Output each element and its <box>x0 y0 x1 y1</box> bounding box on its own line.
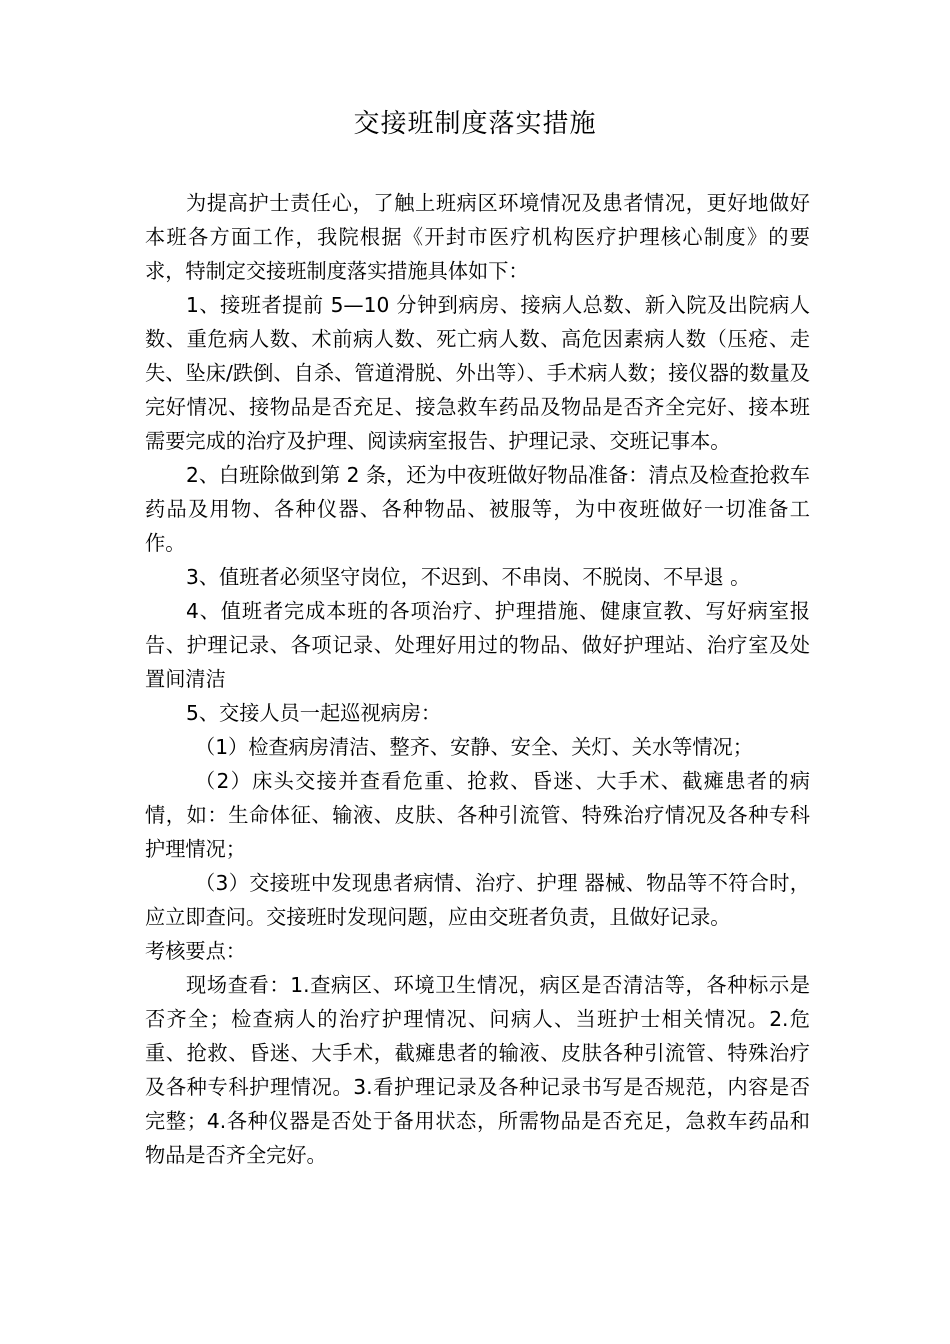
document-title: 交接班制度落实措施 <box>353 109 597 139</box>
document-body <box>145 186 810 1172</box>
sub-item-2-paragraph: （2）床头交接并查看危重、抢救、昏迷、大手术、截瘫患者的病情，如：生命体征、输液、皮肤、各种引流管、特殊治疗情况及各种专科护理情况； <box>145 769 810 861</box>
assessment-paragraph: 现场查看：1.查病区、环境卫生情况，病区是否清洁等，各种标示是否齐全；检查病人的治疗护理情况、问病人、当班护士相关情况。2.危重、抢救、昏迷、大手术，截瘫患者的输液、皮肤各种引流管、特殊治疗及各种专科护理情况。3.看护理记录及各种记录书写是否规范，内容是否完整；4.各种仪器是否处于备用状态，所需物品是否充足，急救车药品和物品是否齐全完好。 <box>145 973 810 1167</box>
item-4-paragraph: 4、值班者完成本班的各项治疗、护理措施、健康宣教、写好病室报告、护理记录、各项记录、处理好用过的物品、做好护理站、治疗室及处置间清洁 <box>145 599 810 691</box>
item-3-paragraph: 3、值班者必须坚守岗位，不迟到、不串岗、不脱岗、不早退 。 <box>186 565 751 589</box>
item-2-paragraph: 2、白班除做到第 2 条，还为中夜班做好物品准备：清点及检查抢救车药品及用物、各种仪器、各种物品、被服等，为中夜班做好一切准备工作。 <box>145 463 810 555</box>
sub-item-1-paragraph: （1）检查病房清洁、整齐、安静、安全、关灯、关水等情况； <box>195 735 753 759</box>
item-5-paragraph: 5、交接人员一起巡视病房： <box>186 701 442 725</box>
assessment-heading: 考核要点： <box>145 939 246 963</box>
intro-paragraph: 为提高护士责任心，了触上班病区环境情况及患者情况，更好地做好本班各方面工作，我院根据《开封市医疗机构医疗护理核心制度》的要求，特制定交接班制度落实措施具体如下： <box>145 191 810 283</box>
sub-item-3-paragraph: （3）交接班中发现患者病情、治疗、护理 器械、物品等不符合时，应立即查问。交接班时发现问题，应由交班者负责，且做好记录。 <box>145 871 810 929</box>
item-1-paragraph: 1、接班者提前 5—10 分钟到病房、接病人总数、新入院及出院病人数、重危病人数、术前病人数、死亡病人数、高危因素病人数（压疮、走失、坠床/跌倒、自杀、管道滑脱、外出等）、手术病人数；接仪器的数量及完好情况、接物品是否充足、接急救车药品及物品是否齐全完好、接本班需要完成的治疗及护理、阅读病室报告、护理记录、交班记事本。 <box>145 293 810 453</box>
